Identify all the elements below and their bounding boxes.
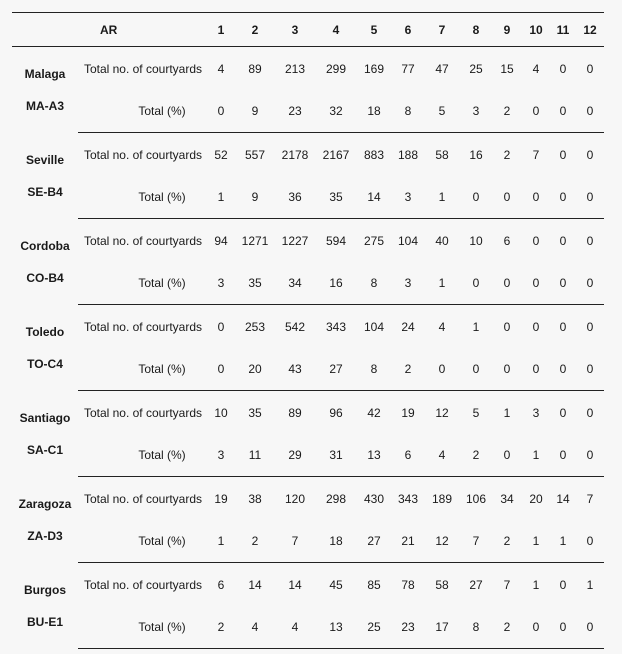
percent-label: Total (%) [78, 90, 206, 133]
count-label: Total no. of courtyards [83, 405, 202, 420]
count-cell: 213 [284, 61, 306, 76]
percent-cell: 9 [236, 176, 274, 219]
count-cell: 89 [248, 61, 262, 76]
count-cell: 3 [532, 405, 540, 420]
count-label: Total no. of courtyards [83, 577, 202, 592]
city-name: Cordoba [20, 238, 70, 253]
city-name: Zaragoza [18, 496, 72, 511]
percent-cell: 17 [424, 606, 460, 649]
percent-cell: 3 [206, 262, 236, 305]
percent-label: Total (%) [78, 348, 206, 391]
count-cell: 47 [435, 61, 449, 76]
percent-cell: 13 [316, 606, 356, 649]
percent-cell: 11 [236, 434, 274, 477]
percent-cell: 5 [424, 90, 460, 133]
count-cell: 0 [586, 319, 594, 334]
percent-cell: 31 [316, 434, 356, 477]
percent-cell: 9 [236, 90, 274, 133]
percent-row [12, 262, 604, 305]
header-col: 7 [424, 13, 460, 47]
count-cell: 298 [325, 491, 347, 506]
count-cell: 12 [435, 405, 449, 420]
count-cell: 10 [469, 233, 483, 248]
count-cell: 6 [503, 233, 511, 248]
city-code: ZA-D3 [27, 528, 63, 543]
count-cell: 0 [559, 147, 567, 162]
count-cell: 1271 [241, 233, 269, 248]
percent-cell: 4 [236, 606, 274, 649]
percent-cell: 18 [356, 90, 392, 133]
count-label: Total no. of courtyards [83, 491, 202, 506]
count-cell: 85 [367, 577, 381, 592]
percent-cell: 1 [206, 176, 236, 219]
percent-cell: 27 [356, 520, 392, 563]
city-cell [12, 305, 78, 391]
percent-cell: 0 [550, 434, 576, 477]
count-cell: 10 [214, 405, 228, 420]
count-cell: 594 [325, 233, 347, 248]
count-cell: 78 [401, 577, 415, 592]
courtyard-aspect-ratio-table [12, 12, 604, 649]
percent-cell: 1 [206, 520, 236, 563]
count-cell: 557 [244, 147, 266, 162]
percent-cell: 3 [392, 262, 424, 305]
count-cell: 0 [532, 233, 540, 248]
percent-row [12, 520, 604, 563]
percent-cell: 0 [576, 434, 604, 477]
count-cell: 0 [559, 577, 567, 592]
percent-cell: 0 [576, 176, 604, 219]
count-cell: 4 [217, 61, 225, 76]
percent-cell: 0 [576, 520, 604, 563]
percent-cell: 25 [356, 606, 392, 649]
count-row [12, 391, 604, 435]
percent-row [12, 176, 604, 219]
percent-cell: 23 [392, 606, 424, 649]
count-cell: 0 [586, 147, 594, 162]
count-cell: 14 [556, 491, 570, 506]
header-col: 6 [392, 13, 424, 47]
count-cell: 7 [586, 491, 594, 506]
percent-cell: 2 [236, 520, 274, 563]
city-cell [12, 563, 78, 649]
percent-row [12, 90, 604, 133]
percent-cell: 2 [206, 606, 236, 649]
percent-cell: 1 [522, 434, 550, 477]
percent-cell: 43 [274, 348, 316, 391]
count-cell: 106 [465, 491, 487, 506]
count-cell: 120 [284, 491, 306, 506]
count-cell: 14 [248, 577, 262, 592]
header-blank [12, 13, 78, 47]
percent-cell: 1 [424, 262, 460, 305]
percent-row [12, 606, 604, 649]
percent-label: Total (%) [78, 606, 206, 649]
count-cell: 104 [363, 319, 385, 334]
count-cell: 430 [363, 491, 385, 506]
count-cell: 0 [217, 319, 225, 334]
header-col: 12 [576, 13, 604, 47]
city-code: MA-A3 [26, 98, 64, 113]
percent-cell: 8 [356, 262, 392, 305]
count-cell: 89 [288, 405, 302, 420]
percent-cell: 0 [522, 606, 550, 649]
percent-label: Total (%) [78, 176, 206, 219]
header-col: 3 [274, 13, 316, 47]
percent-cell: 0 [460, 348, 492, 391]
percent-cell: 2 [492, 90, 522, 133]
percent-label: Total (%) [78, 434, 206, 477]
city-cell [12, 219, 78, 305]
city-name: Burgos [24, 582, 66, 597]
city-group [12, 305, 604, 391]
count-cell: 542 [284, 319, 306, 334]
count-cell: 24 [401, 319, 415, 334]
count-row [12, 133, 604, 177]
header-col: 11 [550, 13, 576, 47]
count-cell: 7 [503, 577, 511, 592]
header-col: 2 [236, 13, 274, 47]
header-col: 9 [492, 13, 522, 47]
percent-cell: 0 [550, 90, 576, 133]
count-cell: 0 [559, 319, 567, 334]
percent-cell: 8 [460, 606, 492, 649]
count-cell: 253 [244, 319, 266, 334]
percent-cell: 3 [392, 176, 424, 219]
count-cell: 0 [586, 61, 594, 76]
count-cell: 42 [367, 405, 381, 420]
header-col: 8 [460, 13, 492, 47]
percent-cell: 0 [576, 606, 604, 649]
percent-cell: 0 [550, 348, 576, 391]
count-cell: 0 [503, 319, 511, 334]
percent-cell: 36 [274, 176, 316, 219]
count-cell: 58 [435, 147, 449, 162]
header-ar: AR [78, 13, 206, 47]
percent-cell: 20 [236, 348, 274, 391]
city-group [12, 133, 604, 219]
percent-cell: 0 [206, 90, 236, 133]
city-name: Seville [25, 152, 65, 167]
percent-cell: 0 [550, 176, 576, 219]
count-cell: 5 [472, 405, 480, 420]
percent-cell: 18 [316, 520, 356, 563]
percent-cell: 0 [576, 90, 604, 133]
percent-cell: 0 [424, 348, 460, 391]
header-col: 4 [316, 13, 356, 47]
count-cell: 1 [586, 577, 594, 592]
percent-label: Total (%) [78, 520, 206, 563]
count-cell: 188 [397, 147, 419, 162]
percent-cell: 0 [522, 176, 550, 219]
city-group [12, 391, 604, 477]
city-cell [12, 477, 78, 563]
percent-cell: 1 [424, 176, 460, 219]
count-row [12, 47, 604, 91]
percent-cell: 0 [460, 262, 492, 305]
header-col: 5 [356, 13, 392, 47]
percent-cell: 0 [522, 348, 550, 391]
count-cell: 96 [329, 405, 343, 420]
percent-cell: 0 [550, 606, 576, 649]
percent-cell: 13 [356, 434, 392, 477]
city-name: Santiago [19, 410, 71, 425]
percent-cell: 6 [392, 434, 424, 477]
percent-label: Total (%) [78, 262, 206, 305]
percent-cell: 0 [576, 262, 604, 305]
percent-cell: 2 [460, 434, 492, 477]
count-row [12, 563, 604, 607]
header-col: 10 [522, 13, 550, 47]
count-cell: 0 [586, 405, 594, 420]
count-cell: 2167 [322, 147, 350, 162]
count-cell: 104 [397, 233, 419, 248]
percent-cell: 7 [460, 520, 492, 563]
count-cell: 94 [214, 233, 228, 248]
percent-cell: 21 [392, 520, 424, 563]
city-code: BU-E1 [26, 614, 63, 629]
percent-cell: 7 [274, 520, 316, 563]
percent-cell: 0 [576, 348, 604, 391]
count-cell: 16 [469, 147, 483, 162]
count-cell: 2178 [281, 147, 309, 162]
count-cell: 19 [401, 405, 415, 420]
city-code: CO-B4 [26, 270, 64, 285]
percent-cell: 2 [392, 348, 424, 391]
count-cell: 299 [325, 61, 347, 76]
count-cell: 25 [469, 61, 483, 76]
percent-cell: 4 [274, 606, 316, 649]
count-cell: 1 [472, 319, 480, 334]
count-cell: 38 [248, 491, 262, 506]
count-cell: 27 [469, 577, 483, 592]
percent-cell: 0 [492, 176, 522, 219]
percent-cell: 4 [424, 434, 460, 477]
city-code: TO-C4 [27, 356, 63, 371]
city-group [12, 219, 604, 305]
count-cell: 189 [431, 491, 453, 506]
count-cell: 1 [532, 577, 540, 592]
count-cell: 343 [325, 319, 347, 334]
count-cell: 34 [500, 491, 514, 506]
percent-cell: 29 [274, 434, 316, 477]
percent-cell: 0 [206, 348, 236, 391]
count-cell: 883 [363, 147, 385, 162]
header-row [12, 13, 604, 47]
percent-cell: 12 [424, 520, 460, 563]
percent-cell: 23 [274, 90, 316, 133]
count-cell: 14 [288, 577, 302, 592]
count-cell: 0 [559, 405, 567, 420]
percent-cell: 32 [316, 90, 356, 133]
city-cell [12, 133, 78, 219]
count-cell: 77 [401, 61, 415, 76]
count-cell: 1227 [281, 233, 309, 248]
percent-cell: 35 [316, 176, 356, 219]
count-cell: 45 [329, 577, 343, 592]
city-name: Malaga [24, 66, 66, 81]
percent-cell: 2 [492, 520, 522, 563]
count-row [12, 305, 604, 349]
percent-cell: 16 [316, 262, 356, 305]
percent-row [12, 434, 604, 477]
percent-cell: 3 [206, 434, 236, 477]
city-group [12, 47, 604, 133]
count-cell: 35 [248, 405, 262, 420]
count-label: Total no. of courtyards [83, 147, 202, 162]
count-cell: 7 [532, 147, 540, 162]
percent-cell: 14 [356, 176, 392, 219]
count-cell: 15 [500, 61, 514, 76]
percent-cell: 27 [316, 348, 356, 391]
city-group [12, 477, 604, 563]
city-code: SE-B4 [27, 184, 63, 199]
count-label: Total no. of courtyards [83, 319, 202, 334]
percent-cell: 1 [522, 520, 550, 563]
city-cell [12, 47, 78, 133]
count-cell: 4 [532, 61, 540, 76]
percent-cell: 3 [460, 90, 492, 133]
percent-cell: 1 [550, 520, 576, 563]
percent-cell: 34 [274, 262, 316, 305]
percent-row [12, 348, 604, 391]
percent-cell: 0 [550, 262, 576, 305]
count-cell: 4 [438, 319, 446, 334]
percent-cell: 0 [492, 348, 522, 391]
percent-cell: 35 [236, 262, 274, 305]
city-group [12, 563, 604, 649]
count-cell: 0 [559, 233, 567, 248]
count-cell: 2 [503, 147, 511, 162]
count-cell: 275 [363, 233, 385, 248]
courtyard-table-container [12, 12, 604, 649]
city-code: SA-C1 [26, 442, 63, 457]
count-cell: 0 [559, 61, 567, 76]
city-cell [12, 391, 78, 477]
percent-cell: 8 [392, 90, 424, 133]
count-cell: 58 [435, 577, 449, 592]
count-label: Total no. of courtyards [83, 233, 202, 248]
count-cell: 20 [529, 491, 543, 506]
count-cell: 19 [214, 491, 228, 506]
count-cell: 52 [214, 147, 228, 162]
percent-cell: 8 [356, 348, 392, 391]
percent-cell: 2 [492, 606, 522, 649]
count-cell: 1 [503, 405, 511, 420]
count-label: Total no. of courtyards [83, 61, 202, 76]
percent-cell: 0 [522, 90, 550, 133]
count-cell: 40 [435, 233, 449, 248]
count-cell: 169 [363, 61, 385, 76]
count-cell: 343 [397, 491, 419, 506]
percent-cell: 0 [460, 176, 492, 219]
count-cell: 6 [217, 577, 225, 592]
percent-cell: 0 [492, 434, 522, 477]
percent-cell: 0 [522, 262, 550, 305]
count-row [12, 219, 604, 263]
city-name: Toledo [25, 324, 65, 339]
count-cell: 0 [586, 233, 594, 248]
percent-cell: 0 [492, 262, 522, 305]
count-cell: 0 [532, 319, 540, 334]
count-row [12, 477, 604, 521]
header-col: 1 [206, 13, 236, 47]
